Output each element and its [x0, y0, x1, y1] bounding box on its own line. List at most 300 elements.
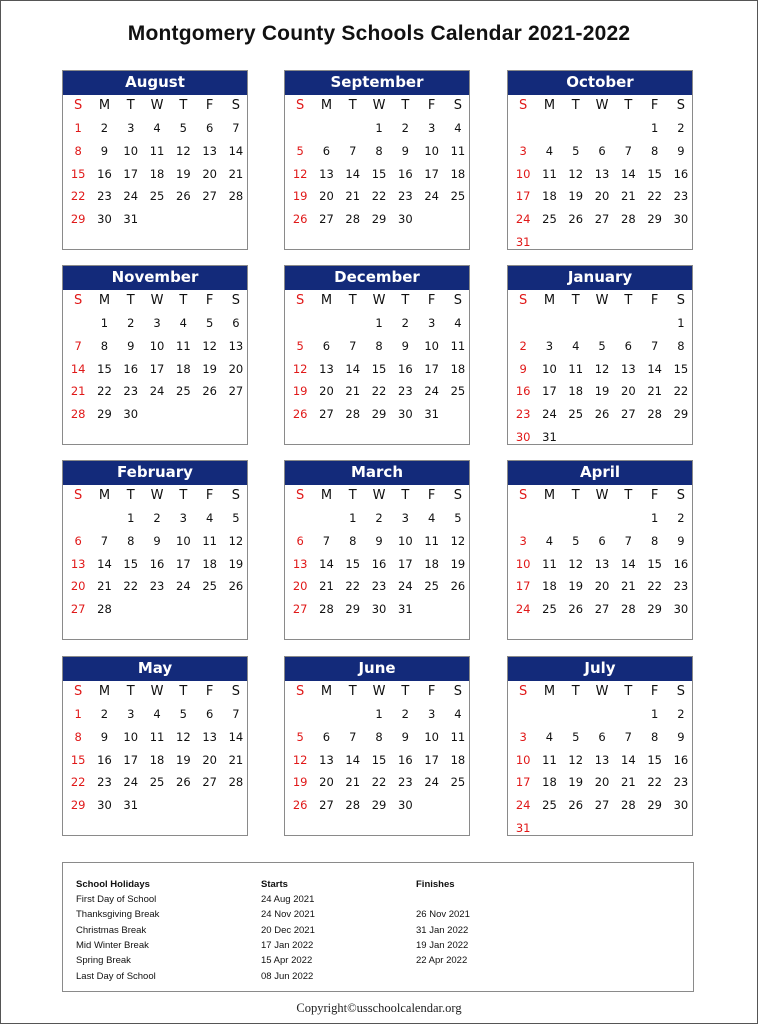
day-cell: 19 [568, 189, 584, 204]
day-cell: 8 [349, 533, 357, 548]
day-cell: 15 [371, 166, 387, 181]
weekday-label: T [401, 488, 410, 503]
day-cell: 5 [205, 316, 214, 330]
day-cell: 15 [123, 556, 139, 571]
empty-day [536, 312, 562, 335]
holiday-name: Christmas Break [76, 924, 147, 936]
day-cell: 8 [100, 338, 109, 353]
day-cell: 25 [450, 189, 466, 204]
day-cell: 7 [322, 533, 331, 548]
day-cell: 8 [650, 143, 659, 158]
month-july [507, 656, 693, 836]
weekday-label: F [650, 684, 659, 699]
day-cell: 29 [371, 407, 387, 422]
day-cell: 29 [97, 407, 112, 422]
day-cell: 22 [647, 775, 662, 790]
month-title: July [508, 657, 692, 681]
day-cell: 28 [228, 189, 244, 204]
day-cell: 10 [424, 338, 439, 353]
day-cell: 25 [202, 579, 217, 594]
day-cell: 18 [542, 775, 557, 790]
day-cell: 21 [228, 752, 244, 767]
month-title: March [285, 461, 469, 485]
day-cell: 10 [424, 729, 439, 744]
day-cell: 25 [149, 775, 165, 790]
day-cell: 17 [515, 189, 531, 204]
day-cell: 31 [515, 820, 531, 835]
day-cell: 24 [424, 189, 439, 204]
weekday-label: F [427, 684, 436, 699]
day-cell: 30 [97, 212, 112, 227]
day-cell: 27 [319, 798, 334, 813]
day-cell: 20 [292, 579, 308, 594]
day-cell: 13 [621, 361, 636, 376]
day-cell: 4 [427, 511, 436, 525]
day-cell: 26 [292, 407, 308, 422]
weekday-label: T [571, 293, 580, 308]
day-cell: 25 [568, 407, 584, 422]
day-cell: 17 [424, 166, 439, 181]
weekday-label: F [205, 684, 214, 699]
day-cell: 27 [202, 189, 217, 204]
day-cell: 13 [202, 729, 217, 744]
day-cell: 20 [228, 361, 244, 376]
day-cell: 25 [424, 579, 439, 594]
weekday-label: F [650, 488, 659, 503]
day-cell: 12 [450, 533, 466, 548]
weekday-label: F [205, 293, 214, 308]
month-october [507, 70, 693, 250]
day-cell: 11 [568, 361, 584, 376]
day-cell: 7 [232, 121, 240, 135]
day-cell: 8 [677, 338, 685, 353]
day-cell: 1 [349, 511, 357, 525]
day-cell: 6 [322, 338, 331, 353]
weekday-label: S [453, 684, 463, 699]
day-cell: 30 [123, 407, 139, 422]
weekday-label: T [401, 98, 410, 113]
day-cell: 6 [74, 533, 82, 548]
day-cell: 16 [515, 384, 531, 399]
day-cell: 5 [296, 143, 304, 158]
day-cell: 11 [542, 166, 557, 181]
day-cell: 28 [70, 407, 86, 422]
day-cell: 8 [74, 143, 82, 158]
day-cell: 15 [70, 166, 86, 181]
day-cell: 21 [621, 775, 636, 790]
day-cell: 16 [398, 166, 413, 181]
day-cell: 20 [319, 384, 334, 399]
month-days-grid [63, 681, 247, 817]
day-cell: 27 [621, 407, 636, 422]
day-cell: 22 [371, 384, 387, 399]
day-cell: 20 [319, 189, 334, 204]
day-cell: 23 [673, 775, 689, 790]
day-cell: 17 [424, 752, 439, 767]
day-cell: 10 [542, 361, 557, 376]
empty-day [536, 507, 562, 530]
empty-day [589, 312, 615, 335]
day-cell: 20 [202, 166, 217, 181]
day-cell: 29 [673, 407, 689, 422]
day-cell: 4 [454, 316, 462, 330]
day-cell: 23 [398, 775, 413, 790]
day-cell: 7 [232, 707, 240, 721]
day-cell: 26 [202, 384, 217, 399]
empty-day [510, 507, 536, 530]
day-cell: 20 [202, 752, 217, 767]
day-cell: 22 [371, 775, 387, 790]
weekday-label: T [624, 293, 633, 308]
day-cell: 17 [398, 556, 413, 571]
month-march [284, 460, 470, 640]
weekday-label: S [519, 98, 528, 113]
weekday-label: W [150, 488, 164, 503]
month-days-grid [285, 95, 469, 231]
day-cell: 22 [70, 775, 86, 790]
day-cell: 19 [292, 775, 308, 790]
day-cell: 1 [127, 511, 135, 525]
weekday-label: T [624, 488, 633, 503]
day-cell: 8 [74, 729, 82, 744]
day-cell: 11 [176, 338, 191, 353]
day-cell: 5 [179, 121, 187, 135]
day-cell: 14 [621, 556, 636, 571]
day-cell: 4 [454, 707, 462, 721]
day-cell: 4 [153, 707, 161, 721]
month-title: October [508, 71, 692, 95]
day-cell: 10 [424, 143, 439, 158]
day-cell: 11 [450, 729, 466, 744]
day-cell: 22 [345, 579, 361, 594]
day-cell: 20 [594, 775, 610, 790]
day-cell: 17 [176, 556, 191, 571]
day-cell: 18 [424, 556, 439, 571]
holiday-name: First Day of School [76, 894, 157, 905]
weekday-label: F [650, 98, 659, 113]
holiday-starts: 20 Dec 2021 [261, 924, 315, 936]
day-cell: 7 [349, 143, 357, 158]
day-cell: 2 [375, 511, 383, 525]
weekday-label: M [98, 684, 111, 699]
day-cell: 16 [673, 752, 689, 767]
weekday-label: T [179, 488, 188, 503]
month-days-grid [285, 290, 469, 426]
day-cell: 18 [450, 752, 466, 767]
day-cell: 1 [74, 707, 82, 721]
day-cell: 12 [292, 166, 308, 181]
day-cell: 23 [398, 189, 413, 204]
day-cell: 5 [296, 729, 304, 744]
month-january [507, 265, 693, 445]
day-cell: 11 [542, 556, 557, 571]
day-cell: 2 [519, 338, 527, 353]
day-cell: 2 [401, 707, 409, 721]
day-cell: 25 [450, 384, 466, 399]
day-cell: 13 [228, 338, 244, 353]
day-cell: 10 [149, 338, 165, 353]
day-cell: 7 [349, 729, 357, 744]
day-cell: 2 [153, 511, 161, 525]
weekday-label: T [126, 98, 135, 113]
day-cell: 19 [228, 556, 244, 571]
month-title: December [285, 266, 469, 290]
empty-day [615, 703, 641, 726]
day-cell: 27 [292, 602, 308, 617]
day-cell: 9 [401, 338, 409, 353]
weekday-label: T [571, 684, 580, 699]
day-cell: 12 [594, 361, 610, 376]
day-cell: 4 [153, 121, 161, 135]
day-cell: 13 [319, 752, 334, 767]
day-cell: 7 [74, 338, 82, 353]
weekday-label: T [571, 488, 580, 503]
empty-day [65, 507, 91, 530]
month-june [284, 656, 470, 836]
day-cell: 3 [127, 121, 135, 135]
day-cell: 25 [450, 775, 466, 790]
day-cell: 13 [594, 166, 610, 181]
day-cell: 13 [202, 143, 217, 158]
day-cell: 26 [176, 189, 191, 204]
day-cell: 19 [594, 384, 610, 399]
day-cell: 21 [345, 775, 361, 790]
day-cell: 3 [153, 316, 161, 330]
day-cell: 6 [624, 338, 632, 353]
day-cell: 5 [179, 707, 187, 721]
day-cell: 1 [650, 511, 659, 525]
day-cell: 13 [594, 556, 610, 571]
day-cell: 18 [568, 384, 584, 399]
weekday-label: W [595, 293, 609, 308]
day-cell: 10 [398, 533, 413, 548]
holiday-name: Mid Winter Break [76, 939, 149, 951]
weekday-label: S [74, 98, 83, 113]
day-cell: 23 [673, 579, 689, 594]
day-cell: 15 [345, 556, 361, 571]
day-cell: 26 [292, 798, 308, 813]
day-cell: 12 [568, 556, 584, 571]
weekday-label: W [150, 293, 164, 308]
day-cell: 28 [621, 798, 636, 813]
day-cell: 3 [519, 143, 527, 158]
day-cell: 21 [621, 579, 636, 594]
day-cell: 5 [454, 511, 462, 525]
day-cell: 12 [228, 533, 244, 548]
weekday-label: T [179, 98, 188, 113]
day-cell: 10 [123, 143, 139, 158]
day-cell: 11 [450, 143, 466, 158]
month-august [62, 70, 248, 250]
day-cell: 6 [322, 143, 331, 158]
day-cell: 23 [371, 579, 387, 594]
day-cell: 4 [205, 511, 214, 525]
day-cell: 18 [542, 579, 557, 594]
day-cell: 11 [149, 143, 165, 158]
day-cell: 16 [123, 361, 139, 376]
day-cell: 29 [70, 212, 86, 227]
day-cell: 27 [228, 384, 244, 399]
day-cell: 16 [97, 752, 112, 767]
weekday-label: T [126, 684, 135, 699]
day-cell: 12 [176, 143, 191, 158]
month-days-grid [508, 485, 692, 621]
day-cell: 1 [375, 316, 383, 330]
day-cell: 22 [673, 384, 689, 399]
weekday-label: M [320, 684, 333, 699]
day-cell: 2 [100, 707, 109, 721]
day-cell: 1 [375, 707, 383, 721]
day-cell: 29 [647, 602, 662, 617]
day-cell: 4 [454, 121, 462, 135]
day-cell: 30 [673, 212, 689, 227]
day-cell: 25 [542, 602, 557, 617]
day-cell: 9 [519, 361, 527, 376]
day-cell: 12 [292, 752, 308, 767]
day-cell: 22 [70, 189, 86, 204]
day-cell: 15 [371, 361, 387, 376]
day-cell: 26 [228, 579, 244, 594]
day-cell: 10 [123, 729, 139, 744]
day-cell: 14 [345, 166, 361, 181]
day-cell: 31 [123, 798, 139, 813]
weekday-label: T [348, 293, 357, 308]
weekday-label: F [650, 293, 659, 308]
month-days-grid [285, 681, 469, 817]
weekday-label: S [74, 488, 83, 503]
day-cell: 20 [319, 775, 334, 790]
day-cell: 27 [594, 602, 610, 617]
day-cell: 17 [542, 384, 557, 399]
holiday-finishes: 19 Jan 2022 [416, 939, 469, 951]
weekday-label: F [427, 488, 436, 503]
weekday-label: S [296, 488, 305, 503]
day-cell: 12 [568, 166, 584, 181]
weekday-label: F [205, 98, 214, 113]
weekday-label: S [676, 98, 686, 113]
day-cell: 24 [176, 579, 191, 594]
day-cell: 10 [176, 533, 191, 548]
holidays-header-starts: Starts [261, 879, 288, 890]
day-cell: 16 [673, 166, 689, 181]
weekday-label: W [150, 684, 164, 699]
day-cell: 17 [515, 579, 531, 594]
day-cell: 18 [149, 166, 165, 181]
empty-day [615, 117, 641, 140]
month-title: September [285, 71, 469, 95]
day-cell: 19 [176, 752, 191, 767]
copyright-text: Copyright©usschoolcalendar.org [296, 1001, 462, 1015]
weekday-label: S [453, 98, 463, 113]
day-cell: 24 [515, 602, 531, 617]
empty-day [536, 117, 562, 140]
day-cell: 15 [97, 361, 112, 376]
empty-day [510, 117, 536, 140]
day-cell: 16 [371, 556, 387, 571]
day-cell: 11 [542, 752, 557, 767]
day-cell: 2 [100, 121, 109, 135]
day-cell: 10 [515, 166, 531, 181]
day-cell: 31 [424, 407, 439, 422]
day-cell: 21 [228, 166, 244, 181]
day-cell: 6 [232, 316, 240, 330]
day-cell: 15 [70, 752, 86, 767]
day-cell: 8 [650, 533, 659, 548]
day-cell: 6 [205, 121, 214, 135]
day-cell: 28 [228, 775, 244, 790]
month-may [62, 656, 248, 836]
day-cell: 17 [123, 166, 139, 181]
day-cell: 28 [97, 602, 112, 617]
empty-day [563, 312, 589, 335]
day-cell: 19 [292, 189, 308, 204]
day-cell: 14 [319, 556, 334, 571]
weekday-label: W [372, 684, 386, 699]
day-cell: 24 [515, 798, 531, 813]
day-cell: 5 [232, 511, 240, 525]
weekday-label: T [401, 293, 410, 308]
weekday-label: S [519, 684, 528, 699]
empty-day [287, 703, 313, 726]
month-days-grid [63, 485, 247, 621]
empty-day [313, 117, 339, 140]
day-cell: 11 [450, 338, 466, 353]
day-cell: 15 [673, 361, 689, 376]
day-cell: 24 [515, 212, 531, 227]
weekday-label: S [74, 293, 83, 308]
month-days-grid [508, 95, 692, 254]
day-cell: 22 [123, 579, 139, 594]
weekday-label: T [571, 98, 580, 113]
weekday-label: W [595, 98, 609, 113]
day-cell: 3 [427, 707, 436, 721]
holiday-starts: 24 Nov 2021 [261, 909, 315, 921]
day-cell: 20 [621, 384, 636, 399]
day-cell: 22 [647, 189, 662, 204]
day-cell: 26 [568, 212, 584, 227]
day-cell: 3 [127, 707, 135, 721]
day-cell: 24 [149, 384, 165, 399]
day-cell: 13 [292, 556, 308, 571]
weekday-label: T [348, 684, 357, 699]
day-cell: 25 [542, 212, 557, 227]
day-cell: 31 [398, 602, 413, 617]
empty-day [340, 703, 366, 726]
day-cell: 24 [123, 189, 139, 204]
day-cell: 1 [375, 121, 383, 135]
day-cell: 18 [149, 752, 165, 767]
weekday-label: T [348, 488, 357, 503]
day-cell: 27 [319, 407, 334, 422]
day-cell: 22 [97, 384, 112, 399]
empty-day [340, 312, 366, 335]
day-cell: 20 [594, 189, 610, 204]
day-cell: 2 [677, 121, 685, 135]
day-cell: 9 [100, 729, 109, 744]
day-cell: 13 [319, 361, 334, 376]
day-cell: 7 [100, 533, 109, 548]
day-cell: 19 [568, 579, 584, 594]
page-title: Montgomery County Schools Calendar 2021-2022 [127, 22, 631, 45]
day-cell: 23 [149, 579, 165, 594]
day-cell: 12 [568, 752, 584, 767]
day-cell: 13 [594, 752, 610, 767]
day-cell: 17 [149, 361, 165, 376]
day-cell: 31 [542, 429, 557, 444]
day-cell: 26 [568, 602, 584, 617]
weekday-label: S [519, 488, 528, 503]
day-cell: 2 [401, 316, 409, 330]
